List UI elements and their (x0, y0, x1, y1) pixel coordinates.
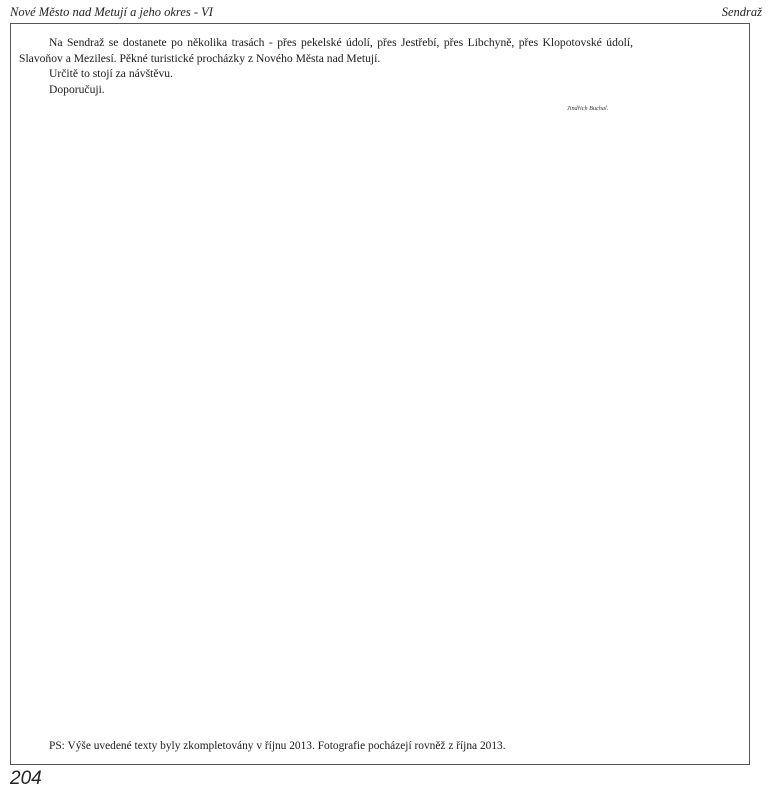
paragraph-recommend: Doporučuji. (49, 82, 105, 96)
chapter-title: Sendraž (721, 5, 762, 19)
content-frame (10, 23, 750, 765)
postscript-note: PS: Výše uvedené texty byly zkompletovány v říjnu 2013. Fotografie pocházejí rovněž z října 2013. (49, 740, 506, 752)
paragraph-routes: Na Sendraž se dostanete po několika trasách - přes pekelské údolí, přes Jestřebí, přes Libchyně, přes Klopotovské údolí, Slavoňov a Mezilesí. Pěkné turistické procházky z Nového Města nad Metují. (19, 36, 633, 65)
body-text (19, 35, 633, 97)
book-title: Nové Město nad Metují a jeho okres - VI (10, 5, 213, 19)
page-number: 204 (10, 768, 42, 789)
paragraph-worth-visit: Určitě to stojí za návštěvu. (49, 67, 173, 81)
author-signature: Jindřich Buchal. (567, 105, 609, 112)
running-header (10, 5, 762, 21)
